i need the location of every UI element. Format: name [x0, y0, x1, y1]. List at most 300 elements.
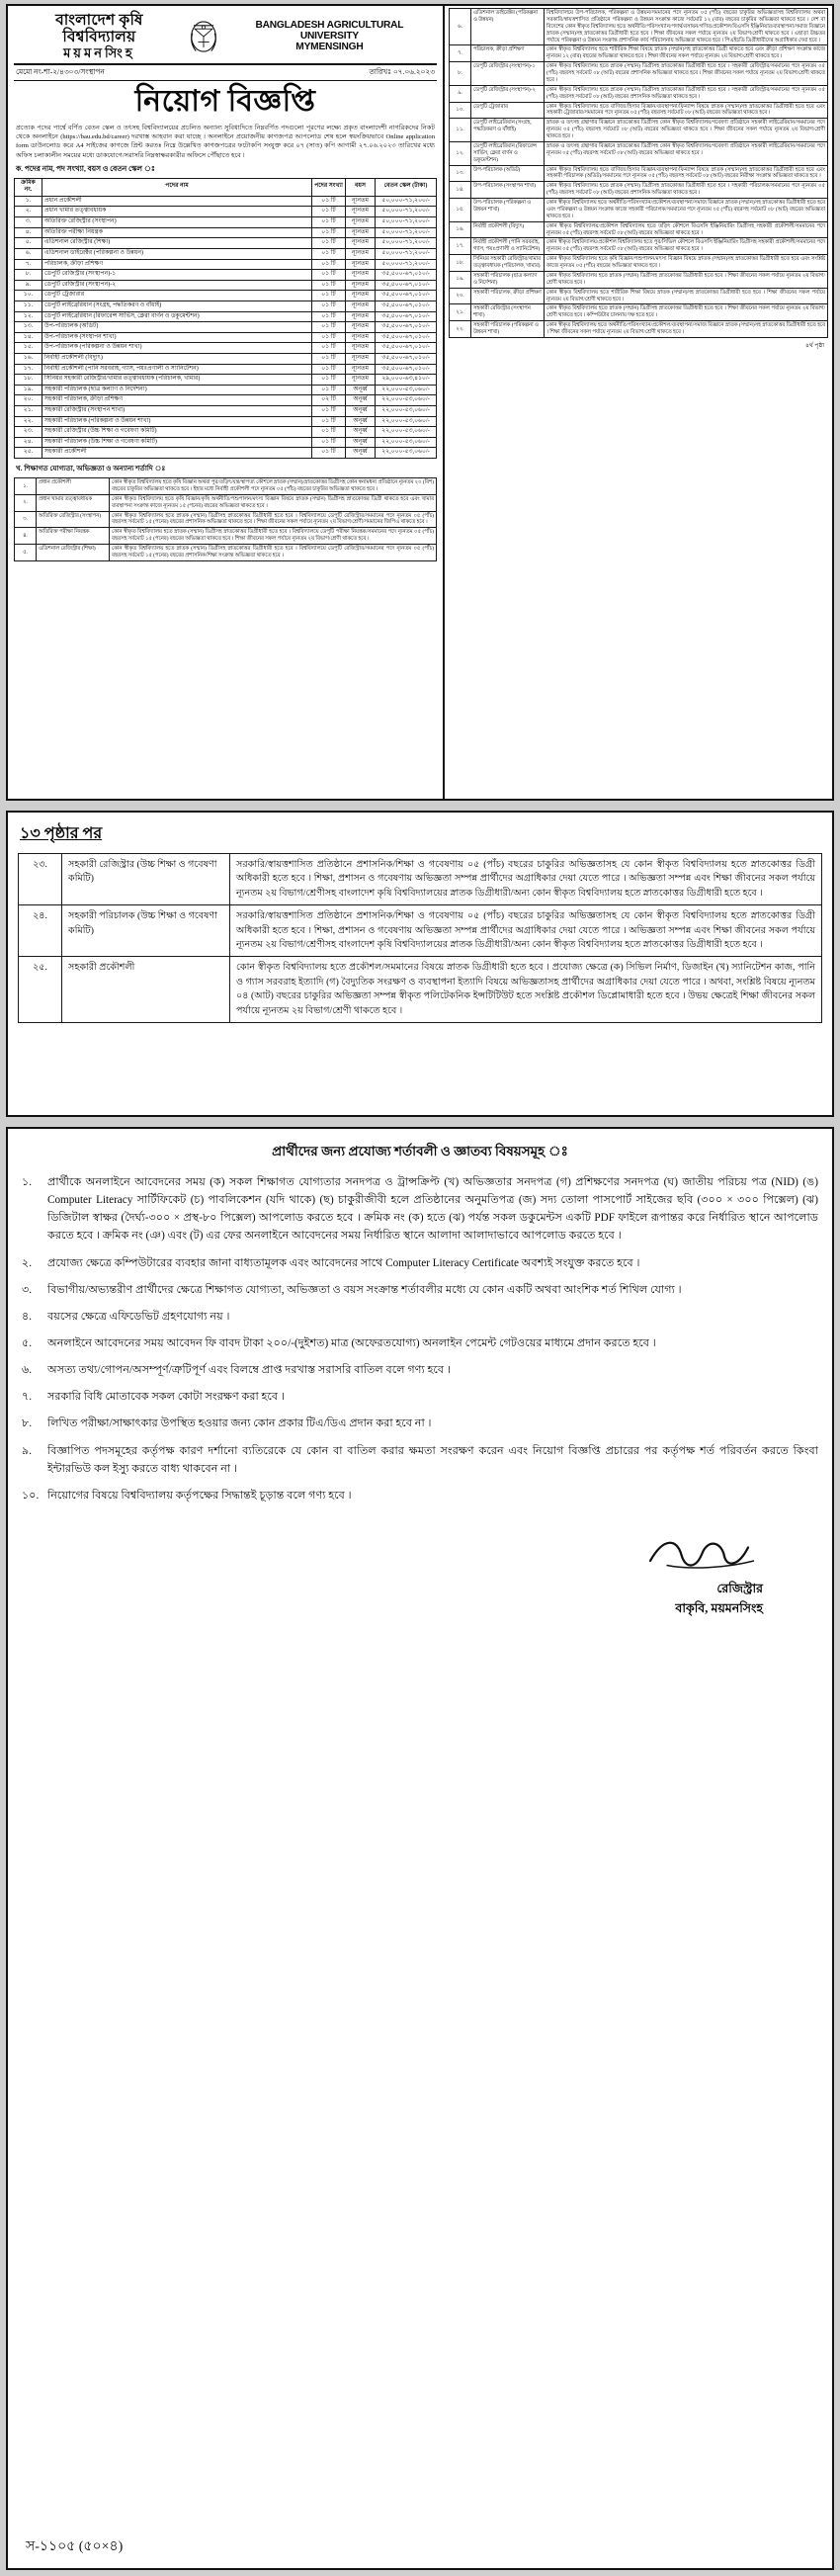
cell-post-count: ০১ টি — [312, 354, 346, 365]
cell-post-name: উপ-পরিচালক (পরিকল্পনা ও উন্নয়ন শাখা) — [471, 199, 545, 222]
list-item — [22, 1361, 818, 1379]
section-b-heading: খ. শিক্ষাগত যোগ্যতা, অভিজ্ঞতা ও অন্যান্য শর্তাদি ঃ — [16, 465, 166, 473]
cell-post-name: ডেপুটি ট্রেজারার — [42, 291, 312, 301]
list-item — [22, 1415, 818, 1432]
cell-serial: ১৮. — [450, 255, 471, 272]
cell-serial: ১৩. — [450, 165, 471, 182]
cell-post-name: অতিরিক্ত পরীক্ষা নিয়ন্ত্রক — [42, 227, 312, 238]
cell-qualification: কোন স্বীকৃত বিশ্ববিদ্যালয় হতে স্নাতক (সম্মান) ডিগ্রীসহ স্নাতকোত্তর ডিগ্রীধারী হতে হবে । বিশ্ববিদ্যালয়ে ডেপুটি রেজিস্ট্রার/সমমানের পদে ন্যূনতম ০৫ (পাঁচ) বছরসহ সর্বমোট ১৫ (পনের) বছরের প্রশাসনিক অভিজ্ঞতা থাকতে হবে । শিক্ষা জীবনের সকল পর্যায়ে ন্যূনতম ২য় বিভাগ/শ্রেণী/সমমানের জিপিএ থাকতে হবে । — [110, 511, 437, 528]
cell-qualification: কোন স্বীকৃত বিশ্ববিদ্যালয় হতে স্নাতক (সম্মান) ডিগ্রীসহ স্নাতকোত্তর ডিগ্রীধারী হতে হবে । বিশ্ববিদ্যালয়ে ডেপুটি পরীক্ষা নিয়ন্ত্রক/সমমানের পদে ন্যূনতম ০৫ (পাঁচ) বছরসহ সর্বমোট ১৫ (পনের) বছরের অভিজ্ঞতা থাকতে হবে । শিক্ষা জীবনের সকল পর্যায়ে ন্যূনতম ২য় বিভাগ/শ্রেণী থাকতে হবে । — [110, 528, 437, 545]
cell-serial: ১১. — [15, 301, 42, 311]
cell-age: ন্যূনতম — [346, 311, 376, 322]
cell-post-name: সহকারী পরিচালক, ক্রীড়া প্রশিক্ষণ — [42, 395, 312, 406]
table-row — [15, 248, 437, 259]
table-row — [450, 102, 828, 119]
cell-serial: ১৭. — [15, 364, 42, 375]
cell-serial: ২৪. — [19, 905, 62, 957]
university-name-bn: বাংলাদেশ কৃষি বিশ্ববিদ্যালয় — [55, 12, 143, 46]
cell-pay-scale: ৩৫,৫০০-৬৭,০১০/- — [376, 280, 437, 291]
cell-post-name: সহকারী পরিচালক (ছাত্র কল্যাণ ও নির্দেশনা) — [471, 271, 545, 288]
university-name-en: BANGLADESH AGRICULTURAL UNIVERSITY — [255, 19, 404, 42]
table-row — [450, 182, 828, 199]
table-row — [15, 354, 437, 365]
table-row — [15, 343, 437, 354]
positions-table — [14, 178, 437, 459]
cell-serial: ৮. — [15, 270, 42, 281]
cell-serial: ১৫. — [450, 199, 471, 222]
memo-line — [14, 65, 437, 81]
table-row — [15, 427, 437, 438]
table-row — [15, 238, 437, 249]
cell-post-name: ডেপুটি রেজিস্ট্রার (সংস্থাপন)-২ — [42, 280, 312, 291]
conditions-list — [22, 1173, 818, 1504]
cell-serial: ২০. — [450, 288, 471, 304]
cell-qualification: কোন স্বীকৃত বিশ্ববিদ্যালয় হতে স্নাতক (সম্মান) ডিগ্রীসহ স্নাতকোত্তর ডিগ্রীধারী হতে হবে । সহকারী রেজিস্ট্রার/সমমানের পদে ন্যূনতম ০৫ (পাঁচ) বছরসহ সর্বমোট ০৮ (আট) বছরের প্রশাসনিক অভিজ্ঞতা থাকতে হবে । — [545, 85, 828, 102]
table-row — [15, 217, 437, 228]
cell-post-count: ০১ টি — [312, 375, 346, 386]
cell-serial: ১৯. — [450, 271, 471, 288]
table-row — [450, 255, 828, 272]
cell-serial: ১. — [15, 196, 42, 207]
condition-number: ২. — [22, 1256, 33, 1269]
cell-post-count: ০১ টি — [312, 259, 346, 270]
cell-pay-scale: ২২,০০০-৫৩,০৬০/- — [376, 437, 437, 448]
cell-serial: ৬. — [15, 248, 42, 259]
col-pay-scale: বেতন স্কেল (টাকা) — [376, 178, 437, 196]
cell-post-name: এডিশনাল রেজিস্ট্রার (শিক্ষা) — [37, 545, 110, 561]
cell-post-count: ০১ টি — [312, 427, 346, 438]
cell-post-count: ০১ টি — [312, 270, 346, 281]
cell-age: ন্যূনতম — [346, 196, 376, 207]
cell-pay-scale: ২২,০০০-৫৩,০৬০/- — [376, 395, 437, 406]
cell-qualification: কোন স্বীকৃত বিশ্ববিদ্যালয়/প্রকৌশল বিশ্ববিদ্যালয় হতে পুর/সিভিল কৌশলে বিএসসি ইঞ্জিনিয়ারিং ডিগ্রীসহ সহকারী প্রকৌশলী/সমমানের পদে ন্যূনতম ০৫ (পাঁচ) বছরসহ সর্বমোট ০৮ (আট) বছরের অভিজ্ঞতা থাকতে হবে । — [545, 238, 828, 255]
cell-post-name: সহকারী প্রকৌশলী — [42, 448, 312, 459]
cell-post-name: প্রধান প্রকৌশলী — [42, 196, 312, 207]
cell-post-count: ০১ টি — [312, 207, 346, 217]
cell-pay-scale: ৩৫,৫০০-৬৭,০১০/- — [376, 364, 437, 375]
cell-serial: ৫. — [15, 545, 37, 561]
cell-pay-scale: ৩৫,৫০০-৬৭,০১০/- — [376, 270, 437, 281]
list-item — [22, 1487, 818, 1504]
table-row — [15, 545, 437, 561]
cell-serial: ১০. — [15, 291, 42, 301]
cell-post-count: ০১ টি — [312, 343, 346, 354]
table-row — [15, 259, 437, 270]
page-title: নিয়োগ বিজ্ঞপ্তি — [134, 85, 316, 119]
cell-age: ন্যূনতম — [346, 332, 376, 343]
table-row — [15, 406, 437, 417]
cell-serial: ৩. — [15, 217, 42, 228]
cell-post-count: ০১ টি — [312, 248, 346, 259]
cell-post-name: উপ-পরিচালক (পরিকল্পনা ও উন্নয়ন শাখা) — [42, 343, 312, 354]
cell-post-name: প্রধান প্রকৌশলী — [37, 478, 110, 495]
table-row — [15, 437, 437, 448]
cell-serial: ২১. — [15, 406, 42, 417]
list-item — [22, 1173, 818, 1245]
table-row — [15, 301, 437, 311]
cell-post-name: সহকারী পরিচালক (পরিকল্পনা ও উন্নয়ন শাখা) — [42, 416, 312, 427]
cell-serial: ১৬. — [15, 354, 42, 365]
condition-number: ৮. — [22, 1417, 33, 1430]
condition-number: ১. — [22, 1176, 33, 1188]
page-continuation-note: ৪র্থ পৃষ্ঠা — [804, 342, 824, 349]
cell-age: ন্যূনতম — [346, 291, 376, 301]
table-row — [450, 288, 828, 304]
cell-pay-scale: ২২,০০০-৫৩,০৬০/- — [376, 427, 437, 438]
condition-text: নিয়োগের বিষয়ে বিশ্ববিদ্যালয় কর্তৃপক্ষের সিদ্ধান্তই চূড়ান্ত বলে গণ্য হবে । — [47, 1489, 352, 1502]
table-row — [15, 196, 437, 207]
footer-code: স-১১০৫ (৫০×৪) — [26, 2539, 124, 2554]
top-circular-sheet — [6, 4, 834, 801]
signature-block — [22, 1530, 818, 1618]
cell-serial: ৪. — [15, 528, 37, 545]
cell-serial: ৮. — [450, 62, 471, 86]
cell-pay-scale: ৩৫,৫০০-৬৭,০১০/- — [376, 301, 437, 311]
table-row — [15, 280, 437, 291]
title-block — [14, 81, 437, 121]
cell-pay-scale: ৩৫,৫০০-৬৭,০১০/- — [376, 332, 437, 343]
cell-age: অনূর্ধ্ব — [346, 385, 376, 395]
cell-pay-scale: ২২,০০০-৫৩,০৬০/- — [376, 406, 437, 417]
cell-post-count: ০১ টি — [312, 217, 346, 228]
cell-post-name: ডেপুটি লাইব্রেরিয়ান (সংগ্রহ, পদ্ধতিকরণ ও বাঁধাই) — [42, 301, 312, 311]
conditions-heading: প্রার্থীদের জন্য প্রযোজ্য শর্তাবলী ও জ্ঞাতব্য বিষয়সমূহ ঃ — [272, 1144, 568, 1159]
cell-qualification: কোন স্বীকৃত বিশ্ববিদ্যালয় হতে কৃষি বিজ্ঞান/পশুপালন/মৎস্য বিজ্ঞান বিষয়ে স্নাতক (সম্মান)সহ স্নাতকোত্তর ডিগ্রীধারী হতে হবে এবং সংশ্লিষ্ট কাজে ন্যূনতম ০৫ (পাঁচ) বছরের অভিজ্ঞতা থাকতে হবে । — [545, 255, 828, 272]
table-row — [450, 199, 828, 222]
cell-post-count: ০১ টি — [312, 196, 346, 207]
table-row — [450, 45, 828, 62]
cell-post-name: ডেপুটি রেজিস্ট্রার (সংস্থাপন)-১ — [42, 270, 312, 281]
cell-serial: ১৪. — [450, 182, 471, 199]
cell-age: ন্যূনতম — [346, 259, 376, 270]
cell-age: অনূর্ধ্ব — [346, 427, 376, 438]
cell-post-name: ডেপুটি লাইব্রেরিয়ান (রিফারেন্স সার্ভিস, ক্লেরা বার্ণন ও ডকুমেন্টশন) — [42, 311, 312, 322]
cell-post-name: নির্বাহী প্রকৌশলী (বিদ্যুৎ) — [42, 354, 312, 365]
cell-age: ন্যূনতম — [346, 364, 376, 375]
col-post-count: পদের সংখ্যা — [312, 178, 346, 196]
list-item — [22, 1442, 818, 1478]
cell-post-name: ডেপুটি লাইব্রেরিয়ান (সংগ্রহ, পদ্ধতিকরণ ও বাঁধাই) — [471, 119, 545, 142]
table-row — [450, 221, 828, 238]
cell-post-name: নির্বাহী প্রকৌশলী (পানি সরবরাহ, গ্যাস, পয়ঃপ্রণালী ও স্যানিটেশন) — [42, 364, 312, 375]
cell-serial: ১১. — [450, 119, 471, 142]
cell-post-count: ০২ টি — [312, 395, 346, 406]
cell-post-name: উপ-পরিচালক (অডিট) — [471, 165, 545, 182]
cell-post-name: প্রধান খামার তত্ত্বাবধায়ক — [42, 207, 312, 217]
table-row — [15, 528, 437, 545]
condition-number: ১০. — [22, 1489, 40, 1502]
table-row — [450, 304, 828, 321]
table-row — [19, 854, 822, 905]
continuation-table — [18, 853, 822, 1023]
cell-qualification: কোন স্বীকৃত বিশ্ববিদ্যালয় হতে অর্থনীতি/পরিসংখ্যান/প্রকৌশল/ব্যবস্থাপনা/সমাজ বিজ্ঞানে স্নাতক (সম্মান)সহ স্নাতকোত্তর ডিগ্রীধারী হতে হবে । শিক্ষা জীবনের সকল পর্যায়ে ন্যূনতম ২য় বিভাগ/শ্রেণী থাকতে হবে । — [545, 321, 828, 338]
condition-text: অসত্য তথ্য/গোপন/অসম্পূর্ণ/ত্রুটিপূর্ণ এবং বিলম্বে প্রাপ্ত দরখাস্ত সরাসরি বাতিল বলে গণ্য হবে । — [47, 1364, 451, 1377]
cell-post-name: সহকারী রেজিস্ট্রার (সংস্থাপন শাখা) — [42, 406, 312, 417]
cell-post-name: সহকারী রেজিস্ট্রার (উচ্চ শিক্ষা ও গবেষণা কমিটি) — [62, 854, 230, 905]
condition-text: বিজ্ঞাপিত পদসমূহের কর্তৃপক্ষ কারণ দর্শানো ব্যতিরেকে যে কোন বা বাতিল করার ক্ষমতা সংরক্ষণ করেন এবং নিয়োগ বিজ্ঞপ্তি প্রচারের পর কর্তৃপক্ষ শর্ত পরিবর্তন করতে কিংবা ইন্টারভিউ কল ইস্যু করতে বাধ্য থাকবেন না । — [47, 1444, 818, 1475]
cell-post-name: সিনিয়র সহকারী রেজিস্ট্রার/খামার তত্ত্বাবধায়ক (পরিচালক, খামার) — [42, 375, 312, 386]
table-row — [15, 448, 437, 459]
cell-qualification: সরকারি/স্বায়ত্তশাসিত প্রতিষ্ঠানে প্রশাসনিক/শিক্ষা ও গবেষণায় ০৫ (পাঁচ) বছরের চাকুরির অভিজ্ঞতাসহ যে কোন স্বীকৃত বিশ্ববিদ্যালয় হতে স্নাতকোত্তর ডিগ্রী অধিকারী হতে হবে । শিক্ষা, প্রশাসন ও গবেষণায় অভিজ্ঞতা সম্পন্ন প্রার্থীদের অগ্রাধিকার দেয়া যেতে পারে । অভিজ্ঞতা সম্পন্ন এবং শিক্ষা জীবনের সকল পর্যায়ে ন্যূনতম ২য় বিভাগ/শ্রেণীসহ বাংলাদেশ কৃষি বিশ্ববিদ্যালয়ের স্নাতক ডিগ্রীধারী/অন্য কোন স্বীকৃত বিশ্ববিদ্যালয় হতে স্নাতকোত্তর ডিগ্রীধারী হতে হবে । — [230, 854, 822, 905]
cell-serial: ৯. — [450, 85, 471, 102]
cell-post-count: ০১ টি — [312, 364, 346, 375]
cell-pay-scale: ২২,০০০-৫৩,০৬০/- — [376, 448, 437, 459]
list-item — [22, 1254, 818, 1272]
cell-serial: ২১. — [450, 304, 471, 321]
cell-age: ন্যূনতম — [346, 354, 376, 365]
condition-text: বয়সের ক্ষেত্রে এফিডেভিট গ্রহণযোগ্য নয় । — [47, 1310, 230, 1323]
cell-post-count: ০১ টি — [312, 437, 346, 448]
cell-qualification: কোন স্বীকৃত বিশ্ববিদ্যালয় হতে স্নাতক (সম্মান) ডিগ্রীসহ স্নাতকোত্তর ডিগ্রীধারী হতে হবে । সহকারী রেজিস্ট্রার/সমমানের পদে ন্যূনতম ০৫ (পাঁচ) বছরসহ সর্বমোট ০৮ (আট) বছরের প্রশাসনিক অভিজ্ঞতা থাকতে হবে । শিক্ষা জীবনের সকল পর্যায়ে ন্যূনতম ২য় বিভাগ/শ্রেণী থাকতে হবে । — [545, 62, 828, 86]
cell-post-name: সহকারী রেজিস্ট্রার (উচ্চ শিক্ষা ও গবেষণা কমিটি) — [42, 427, 312, 438]
cell-serial: ২৫. — [15, 448, 42, 459]
cell-qualification: সরকারি/স্বায়ত্তশাসিত প্রতিষ্ঠানে প্রশাসনিক/শিক্ষা ও গবেষণায় ০৫ (পাঁচ) বছরের চাকুরির অভিজ্ঞতাসহ যে কোন স্বীকৃত বিশ্ববিদ্যালয় হতে স্নাতকোত্তর ডিগ্রী অধিকারী হতে হবে । শিক্ষা, প্রশাসন ও গবেষণায় অভিজ্ঞতা সম্পন্ন প্রার্থীদের অগ্রাধিকার দেয়া যেতে পারে । অভিজ্ঞতা সম্পন্ন এবং শিক্ষা জীবনের সকল পর্যায়ে ন্যূনতম ২য় বিভাগ/শ্রেণীসহ বাংলাদেশ কৃষি বিশ্ববিদ্যালয়ের স্নাতক ডিগ্রীধারী/অন্য কোন স্বীকৃত বিশ্ববিদ্যালয় হতে স্নাতকোত্তর ডিগ্রীধারী হতে হবে । — [230, 905, 822, 957]
conditions-sheet — [6, 1127, 834, 2570]
cell-serial: ১৮. — [15, 375, 42, 386]
cell-qualification: কোন স্বীকৃত বিশ্ববিদ্যালয় হতে স্নাতক (সম্মান) ডিগ্রীসহ স্নাতকোত্তর ডিগ্রীধারী হতে হবে । সহকারী পরিচালক/সমমানের পদে ন্যূনতম ০৫ (পাঁচ) বছরসহ সর্বমোট ০৮ (আট) বছরের প্রশাসনিক অভিজ্ঞতা থাকতে হবে । — [545, 182, 828, 199]
cell-post-count: ০১ টি — [312, 406, 346, 417]
cell-post-name: অতিরিক্ত পরীক্ষা নিয়ন্ত্রক — [37, 528, 110, 545]
cell-age: ন্যূনতম — [346, 322, 376, 333]
signature-icon — [644, 1530, 763, 1574]
cell-qualification: কোন স্বীকৃত বিশ্ববিদ্যালয় হতে স্নাতক (সম্মান) ডিগ্রীসহ স্নাতকোত্তর ডিগ্রীধারী হতে হবে । শিক্ষা জীবনের সকল পর্যায়ে ন্যূনতম ২য় বিভাগ/শ্রেণী থাকতে হবে । — [545, 271, 828, 288]
cell-age: অনূর্ধ্ব — [346, 416, 376, 427]
cell-pay-scale: ৫০,০০০-৭১,২০০/- — [376, 248, 437, 259]
cell-age: অনূর্ধ্ব — [346, 448, 376, 459]
university-crest-icon — [187, 18, 220, 55]
table-row — [450, 85, 828, 102]
cell-serial: ২. — [15, 494, 37, 511]
cell-post-name: সহকারী প্রকৌশলী — [62, 957, 230, 1023]
table-row — [450, 62, 828, 86]
cell-post-name: সহকারী পরিচালক, ক্রীড়া প্রশিক্ষণ — [471, 288, 545, 304]
cell-post-name: ডেপুটি লাইব্রেরিয়ান (রিফারেন্স সার্ভিস, ক্লেরা বার্ণন ও ডকুমেন্টশন) — [471, 141, 545, 165]
cell-qualification: কোন স্বীকৃত বিশ্ববিদ্যালয় হতে বাণিজ্য/হিসাব বিজ্ঞান/ব্যবস্থাপনা/ফিন্যান্স বিষয়ে স্নাতক (সম্মান)সহ স্নাতকোত্তর ডিগ্রীধারী হতে হবে এবং সহকারী ট্রেজারার/সমমানের পদে ন্যূনতম ০৫ (পাঁচ) বছরসহ সর্বমোট ০৮ (আট) বছরের অভিজ্ঞতা থাকতে হবে । — [545, 102, 828, 119]
cell-qualification: কোন স্বীকৃত বিশ্ববিদ্যালয় হতে বাণিজ্য/হিসাব বিজ্ঞান/ব্যবস্থাপনা/ফিন্যান্স বিষয়ে স্নাতক (সম্মান)সহ স্নাতকোত্তর ডিগ্রীধারী হতে হবে এবং সহকারী পরিচালক (অডিট)/সমমানের পদে ন্যূনতম ০৫ (পাঁচ) বছরসহ সর্বমোট ০৮ (আট) বছরের নিরীক্ষা সংক্রান্ত অভিজ্ঞতা থাকতে হবে । — [545, 165, 828, 182]
cell-age: ন্যূনতম — [346, 227, 376, 238]
section-a-heading: ক. পদের নাম, পদ সংখ্যা, বয়স ও বেতন স্কেল ঃ — [16, 163, 155, 173]
list-item — [22, 1334, 818, 1352]
table-row — [450, 9, 828, 45]
cell-qualification: কোন স্বীকৃত বিশ্ববিদ্যালয় হতে কৃষি বিজ্ঞান অথবা পুর/তড়িৎ/যন্ত্র/স্থাপত্য কৌশলে স্নাতক (সম্মান)/স্নাতকোত্তর ডিগ্রীসহ কোন স্বনামধন্য প্রতিষ্ঠানে ন্যূনতম ২০ (বিশ) বছরের চাকুরির অভিজ্ঞতা থাকতে হবে । ইহার মধ্যে নির্বাহী প্রকৌশলী পদে ন্যূনতম ০৫ (পাঁচ) বছরের চাকুরির অভিজ্ঞতা থাকতে হবে । — [110, 478, 437, 495]
cell-post-name: উপ-পরিচালক (সংস্থাপন শাখা) — [42, 332, 312, 343]
table-row — [15, 364, 437, 375]
cell-qualification: কোন স্বীকৃত বিশ্ববিদ্যালয় হতে স্নাতক (সম্মান) ডিগ্রীসহ স্নাতকোত্তর ডিগ্রীধারী হতে হবে । শিক্ষা জীবনের সকল পর্যায়ে ন্যূনতম ২য় বিভাগ/শ্রেণী থাকতে হবে । কম্পিউটার চালনায় দক্ষ হতে হবে । — [545, 304, 828, 321]
cell-post-count: ০১ টি — [312, 322, 346, 333]
condition-text: লিখিত পরীক্ষা/সাক্ষাৎকার উপস্থিত হওয়ার জন্য কোন প্রকার টিএ/ডিএ প্রদান করা হবে না । — [47, 1417, 432, 1430]
cell-post-name: ডেপুটি রেজিস্ট্রার (সংস্থাপন)-২ — [471, 85, 545, 102]
cell-pay-scale: ২৯,০০০-৬৩,৪১০/- — [376, 375, 437, 386]
cell-post-name: নির্বাহী প্রকৌশলী (বিদ্যুৎ) — [471, 221, 545, 238]
cell-post-count: ০১ টি — [312, 238, 346, 249]
cell-age: ন্যূনতম — [346, 301, 376, 311]
table-row — [450, 321, 828, 338]
condition-text: অনলাইনে আবেদনের সময় আবেদন ফি বাবদ টাকা ২০০/-(দুইশত) মাত্র (অফেরতযোগ্য) অনলাইন পেমেন্ট গেটওয়ের মাধ্যমে প্রদান করতে হবে । — [47, 1336, 656, 1349]
condition-number: ৯. — [22, 1444, 33, 1457]
cell-qualification: বিশ্ববিদ্যালয়ে উপ-পরিচালক, পরিকল্পনা ও উন্নয়ন/সমমানের পদে ন্যূনতম ০৫ (পাঁচ) বছরের চাকুরির অভিজ্ঞতাসহ বিশ্ববিদ্যালয় অথবা সরকারি/স্বায়ত্তশাসিত প্রতিষ্ঠানে পরিকল্পনা ও উন্নয়ন সংক্রান্ত কাজে সর্বমোট ১২ (বার) বছরের চাকুরির অভিজ্ঞতা থাকতে হবে । দেশ বা বিদেশের কোন স্বীকৃত বিশ্ববিদ্যালয় হতে অর্থনীতি/পরিসংখ্যান/পদার্থ/রসায়ন/গণিত/প্রকৌশল/বিএসসি ইঞ্জিনিয়ার/ব্যবস্থাপনা/সমাজ বিজ্ঞানে স্নাতক (সম্মান)সহ স্নাতকোত্তর ডিগ্রীধারী হতে হবে । শিক্ষা জীবনের সকল পর্যায়ে ন্যূনতম ২য় বিভাগ/শ্রেণী থাকতে হবে । এছাড়া উচ্চতর পর্যায়ে পরিকল্পনা ও উন্নয়ন সংক্রান্ত প্রশাসনিক কার্য পরিচালনায় অভিজ্ঞতা থাকতে হবে । পিএইচডি ডিগ্রীধারীদের অগ্রাধিকার দেয়া হবে । — [545, 9, 828, 45]
masthead-bangla — [18, 12, 181, 60]
table-row — [15, 291, 437, 301]
list-item — [22, 1388, 818, 1406]
cell-pay-scale: ৫০,০০০-৭১,২০০/- — [376, 238, 437, 249]
col-age: বয়স — [346, 178, 376, 196]
cell-post-name: এডিশনাল রেজিস্ট্রার (শিক্ষা) — [42, 238, 312, 249]
cell-qualification: কোন স্বীকৃত বিশ্ববিদ্যালয় হতে শারীরিক শিক্ষা বিষয়ে স্নাতক (সম্মান)সহ স্নাতকোত্তর ডিগ্রীধারী হতে হবে । শিক্ষা জীবনের সকল পর্যায়ে ন্যূনতম ২য় বিভাগ/শ্রেণী থাকতে হবে । — [545, 288, 828, 304]
table-row — [450, 238, 828, 255]
cell-serial: ৭. — [450, 45, 471, 62]
table-row — [15, 270, 437, 281]
cell-post-name: পরিচালক, ক্রীড়া প্রশিক্ষণ — [471, 45, 545, 62]
cell-post-name: এডিশনাল ডাইরেক্টর (পরিকল্পনা ও উন্নয়ন) — [471, 9, 545, 45]
cell-post-name: উপ-পরিচালক (অডিট) — [42, 322, 312, 333]
cell-pay-scale: ৫০,০০০-৭১,২০০/- — [376, 259, 437, 270]
cell-post-name: সহকারী রেজিস্ট্রার (সংস্থাপন শাখা) — [471, 304, 545, 321]
signatory-office: বাকৃবি, ময়মনসিংহ — [675, 1600, 763, 1615]
cell-serial: ২৩. — [19, 854, 62, 905]
cell-pay-scale: ৫০,০০০-৭১,২০০/- — [376, 196, 437, 207]
cell-post-count: ০১ টি — [312, 332, 346, 343]
cell-pay-scale: ৩৫,৫০০-৬৭,০১০/- — [376, 291, 437, 301]
table-row — [450, 271, 828, 288]
cell-serial: ১৪. — [15, 332, 42, 343]
condition-number: ৩. — [22, 1283, 33, 1296]
cell-pay-scale: ৫০,০০০-৭১,২০০/- — [376, 217, 437, 228]
table-row — [15, 207, 437, 217]
cell-qualification: কোন স্বীকৃত বিশ্ববিদ্যালয় হতে অর্থনীতি/পরিসংখ্যান/প্রকৌশল/ব্যবস্থাপনা/সমাজ বিজ্ঞানে স্নাতক (সম্মান)সহ স্নাতকোত্তর ডিগ্রীধারী হতে হবে এবং পরিকল্পনা ও উন্নয়ন সংক্রান্ত কাজে সহকারী পরিচালক/সমমানের পদে ন্যূনতম ০৫ (পাঁচ) বছরসহ সর্বমোট ০৮ (আট) বছরের অভিজ্ঞতা থাকতে হবে । — [545, 199, 828, 222]
cell-age: ন্যূনতম — [346, 207, 376, 217]
cell-serial: ৯. — [15, 280, 42, 291]
table-row — [15, 322, 437, 333]
cell-age: ন্যূনতম — [346, 375, 376, 386]
cell-post-name: অতিরিক্ত রেজিস্ট্রার (সংস্থাপন) — [37, 511, 110, 528]
page-reference: ১৩ পৃষ্ঠার পর — [20, 825, 103, 842]
cell-serial: ২. — [15, 207, 42, 217]
condition-text: সরকারি বিধি মোতাবেক সকল কোটা সংরক্ষণ করা হবে । — [47, 1391, 285, 1404]
table-row — [19, 905, 822, 957]
table-row — [450, 165, 828, 182]
masthead — [14, 10, 437, 65]
cell-post-name: সহকারী পরিচালক (উচ্চ শিক্ষা ও গবেষণা কমিটি) — [42, 437, 312, 448]
cell-serial: ১৩. — [15, 322, 42, 333]
cell-qualification: কোন স্বীকৃত বিশ্ববিদ্যালয় হতে স্নাতক (সম্মান) ডিগ্রীসহ স্নাতকোত্তর ডিগ্রীধারী হতে হবে । বিশ্ববিদ্যালয়ে ডেপুটি রেজিস্ট্রার/সমমানের পদে ন্যূনতম ০৫ (পাঁচ) বছরসহ সর্বমোট ১৫ (পনের) বছরের প্রশাসনিক/শিক্ষা সংক্রান্ত অভিজ্ঞতা থাকতে হবে । — [110, 545, 437, 561]
cell-qualification: কোন স্বীকৃত বিশ্ববিদ্যালয় হতে কৃষি বিজ্ঞান/কৃষি অর্থনীতি/পশুপালন/মৎস্য বিজ্ঞান বিষয়ে স্নাতক (সম্মান) ডিগ্রীসহ স্নাতকোত্তর ডিগ্রী থাকতে হবে এবং খামার ব্যবস্থাপনা সংক্রান্ত কাজে ন্যূনতম ১৫ (পনের) বছরের অভিজ্ঞতা থাকতে হবে । — [110, 494, 437, 511]
cell-qualification: কোন স্বীকৃত বিশ্ববিদ্যালয় হতে শারীরিক শিক্ষা বিষয়ে স্নাতক (সম্মান)সহ স্নাতকোত্তর ডিগ্রী থাকতে হবে এবং ক্রীড়া প্রশিক্ষণ সংক্রান্ত কাজে ন্যূনতম ১২ (বার) বছরের অভিজ্ঞতা থাকতে হবে । শিক্ষা জীবনের সকল পর্যায়ে ন্যূনতম ২য় বিভাগ/শ্রেণী থাকতে হবে । — [545, 45, 828, 62]
cell-post-count: ০১ টি — [312, 311, 346, 322]
cell-post-count: ০১ টি — [312, 227, 346, 238]
cell-serial: ১২. — [15, 311, 42, 322]
cell-serial: ৬. — [450, 9, 471, 45]
cell-age: অনূর্ধ্ব — [346, 406, 376, 417]
table-row — [19, 957, 822, 1023]
col-post-name: পদের নাম — [42, 178, 312, 196]
table-row — [15, 227, 437, 238]
cell-post-name: এডিশনাল ডাইরেক্টর (পরিকল্পনা ও উন্নয়ন) — [42, 248, 312, 259]
cell-post-count: ০১ টি — [312, 291, 346, 301]
table-row — [15, 395, 437, 406]
condition-number: ৬. — [22, 1364, 33, 1377]
memo-number: মেমো নং-শা-২/৪৩০৩/সংস্থাপন — [16, 67, 105, 77]
right-column — [445, 6, 832, 799]
cell-serial: ২০. — [15, 395, 42, 406]
city-name-en: MYMENSINGH — [295, 42, 364, 53]
cell-age: ন্যূনতম — [346, 280, 376, 291]
condition-number: ৭. — [22, 1391, 33, 1404]
cell-serial: ১৬. — [450, 221, 471, 238]
city-name-bn: ময়মনসিংহ — [63, 44, 135, 60]
positions-table-header-row — [15, 178, 437, 196]
table-row — [15, 375, 437, 386]
cell-post-name: সিনিয়র সহকারী রেজিস্ট্রার/খামার তত্ত্বাবধায়ক (পরিচালক, খামার) — [471, 255, 545, 272]
table-row — [15, 511, 437, 528]
table-row — [450, 141, 828, 165]
cell-pay-scale: ২২,০০০-৫৩,০৬০/- — [376, 416, 437, 427]
left-column — [8, 6, 445, 799]
col-serial: ক্রমিক নং. — [15, 178, 42, 196]
cell-serial: ২৫. — [19, 957, 62, 1023]
condition-text: বিভাগীয়/অভ্যন্তরীণ প্রার্থীদের ক্ষেত্রে শিক্ষাগত যোগ্যতা, অভিজ্ঞতা ও বয়স সংক্রান্ত শর্তাবলীর মধ্যে যে কোন একটি অথবা আংশিক শর্ত শিথিল যোগ্য । — [47, 1283, 682, 1296]
cell-pay-scale: ৫০,০০০-৭১,২০০/- — [376, 207, 437, 217]
intro-paragraph: প্রত্যেক পদের পার্শ্বে বর্ণিত বেতন স্কেল ও তৎসহ বিশ্ববিদ্যালয়ের প্রচলিত অন্যান্য সুবিধাদিতে নিম্নবর্ণিত পদগুলো পূরণের লক্ষ্যে প্রকৃত বাংলাদেশী নাগরিকদের নিকট থেকে অনলাইনে (https://bau.edu.bd/career) দরখাস্ত আহবান করা যাচ্ছে । অনলাইনে প্রয়োজনীয় কাগজপত্র আপলোড শেষ হলে স্বয়ংক্রিয়ভাবে Online application form ডাউনলোড করে A4 সাইজের কাগজে প্রিন্ট করতঃ নিম্নে উল্লেখিত কাগজপত্রের ফটোকপি সংযুক্ত করে ০৭ (সাত) কপি আগামী ২৭.০৬.২০২৩ তারিখের মধ্যে অফিস চলাকালীন সময়ের মধ্যে ডাকযোগে/সরাসরি নিম্নস্বাক্ষরকারীর অফিসে পৌঁছাতে হবে । — [16, 125, 436, 159]
table-row — [15, 385, 437, 395]
cell-age: ন্যূনতম — [346, 270, 376, 281]
condition-number: ৫. — [22, 1336, 33, 1349]
cell-serial: ২২. — [15, 416, 42, 427]
cell-serial: ১৭. — [450, 238, 471, 255]
cell-qualification: কোন স্বীকৃত বিশ্ববিদ্যালয়/প্রকৌশল বিশ্ববিদ্যালয় হতে তড়িৎ কৌশলে বিএসসি ইঞ্জিনিয়ারিং ডিগ্রীসহ সহকারী প্রকৌশলী/সমমানের পদে ন্যূনতম ০৫ (পাঁচ) বছরসহ সর্বমোট ০৮ (আট) বছরের অভিজ্ঞতা থাকতে হবে । — [545, 221, 828, 238]
cell-pay-scale: ৩৫,৫০০-৬৭,০১০/- — [376, 322, 437, 333]
qualifications-table-left — [14, 477, 437, 561]
cell-serial: ২৪. — [15, 437, 42, 448]
condition-text: প্রযোজ্য ক্ষেত্রে কম্পিউটারের ব্যবহার জানা বাধ্যতামূলক এবং আবেদনের সাথে Computer Literacy Certificate অবশ্যই সংযুক্ত করতে হবে । — [47, 1256, 640, 1269]
cell-post-count: ০১ টি — [312, 416, 346, 427]
table-row — [15, 416, 437, 427]
masthead-english — [226, 20, 433, 53]
cell-post-count: ০১ টি — [312, 301, 346, 311]
cell-serial: ৪. — [15, 227, 42, 238]
cell-pay-scale: ৩৫,৫০০-৬৭,০১০/- — [376, 343, 437, 354]
condition-text: প্রার্থীকে অনলাইনে আবেদনের সময় (ক) সকল শিক্ষাগত যোগ্যতার সনদপত্র ও ট্রান্সক্রিপ্ট (খ) অভিজ্ঞতার সনদপত্র (গ) প্রশিক্ষণের সনদপত্র (ঘ) জাতীয় পরিচয় পত্র (NID) (ঙ) Computer Literacy সার্টিফিকেট (চ) পাবলিকেশন (যদি থাকে) (ছ) চাকুরীজীবী হলে প্রতিষ্ঠানের অনুমতিপত্র (জ) সদ্য তোলা পাসপোর্ট সাইজের ছবি (৩০০ × ৩০০ পিক্সেল) (ঝ) ডিজিটাল স্বাক্ষর (দৈর্ঘ্য-৩০০ × প্রস্থ-৮০ পিক্সেল) আপলোড করতে হবে । ক্রমিক নং (ক) হতে (ঝ) পর্যন্ত সকল ডকুমেন্টস একটি PDF ফাইলে রূপান্তর করে নির্ধারিত স্থানে আপলোড করতে হবে । ক্রমিক নং (ঞ) এবং (ট) এর ফের অনলাইনে আবেদনের সময় নির্ধারিত স্থানে আলাদা আলাদাভাবে আপলোড করতে হবে । — [47, 1176, 818, 1243]
cell-post-name: নির্বাহী প্রকৌশলী (পানি সরবরাহ, গ্যাস, পয়ঃপ্রণালী ও স্যানিটেশন) — [471, 238, 545, 255]
cell-serial: ৩. — [15, 511, 37, 528]
cell-post-name: সহকারী পরিচালক (পরিকল্পনা ও উন্নয়ন শাখা) — [471, 321, 545, 338]
cell-post-name: পরিচালক, ক্রীড়া প্রশিক্ষণ — [42, 259, 312, 270]
cell-pay-scale: ২২,০০০-৫৩,০৬০/- — [376, 385, 437, 395]
cell-serial: ২৩. — [15, 427, 42, 438]
cell-age: ন্যূনতম — [346, 343, 376, 354]
qualifications-table-right — [449, 8, 828, 338]
cell-post-name: সহকারী পরিচালক (উচ্চ শিক্ষা ও গবেষণা কমিটি) — [62, 905, 230, 957]
signatory-designation: রেজিস্ট্রার — [716, 1581, 763, 1595]
cell-age: অনূর্ধ্ব — [346, 437, 376, 448]
table-row — [15, 494, 437, 511]
cell-post-count: ০১ টি — [312, 280, 346, 291]
cell-post-count: ০১ টি — [312, 448, 346, 459]
memo-date: তারিখঃ ০৭.০৬.২০২৩ — [369, 67, 436, 77]
cell-post-name: ডেপুটি ট্রেজারার — [471, 102, 545, 119]
cell-serial: ১২. — [450, 141, 471, 165]
cell-pay-scale: ৩৫,৫০০-৬৭,০১০/- — [376, 354, 437, 365]
cell-post-name: প্রধান খামার তত্ত্বাবধায়ক — [37, 494, 110, 511]
cell-serial: ১০. — [450, 102, 471, 119]
cell-age: ন্যূনতম — [346, 238, 376, 249]
cell-qualification: কোন স্বীকৃত বিশ্ববিদ্যালয় হতে প্রকৌশল/সমমানের বিষয়ে স্নাতক ডিগ্রীধারী হতে হবে । প্রযোজ্য ক্ষেত্রে (ক) সিভিল নির্মাণ, ডিজাইন (খ) স্যানিটেশন কাজ, পানি ও গ্যাস সরবরাহ ইত্যাদি (গ) বৈদ্যুতিক সংরক্ষণ ও ব্যবস্থাপনা ইত্যাদি বিষয়ে অভিজ্ঞতাসহ প্রার্থীদের অগ্রাধিকার দেয়া যেতে পারে । অথবা, সংশ্লিষ্ট বিষয়ে ন্যূনতম ০৪ (আট) বছরের চাকুরির অভিজ্ঞতা সম্পন্ন স্বীকৃত পলিটেকনিক ইন্সটিটিউট হতে সংশ্লিষ্ট প্রকৌশল ডিপ্লোমাধারী হতে হবে । উভয় ক্ষেত্রেই শিক্ষা জীবনের সকল পর্যায়ে ন্যূনতম ২য় বিভাগ/শ্রেণী থাকতে হবে । — [230, 957, 822, 1023]
cell-pay-scale: ৫০,০০০-৭১,২০০/- — [376, 227, 437, 238]
cell-post-name: অতিরিক্ত রেজিস্ট্রার (সংস্থাপন) — [42, 217, 312, 228]
cell-post-count: ০১ টি — [312, 385, 346, 395]
cell-serial: ১. — [15, 478, 37, 495]
cell-age: ন্যূনতম — [346, 217, 376, 228]
cell-age: ন্যূনতম — [346, 248, 376, 259]
